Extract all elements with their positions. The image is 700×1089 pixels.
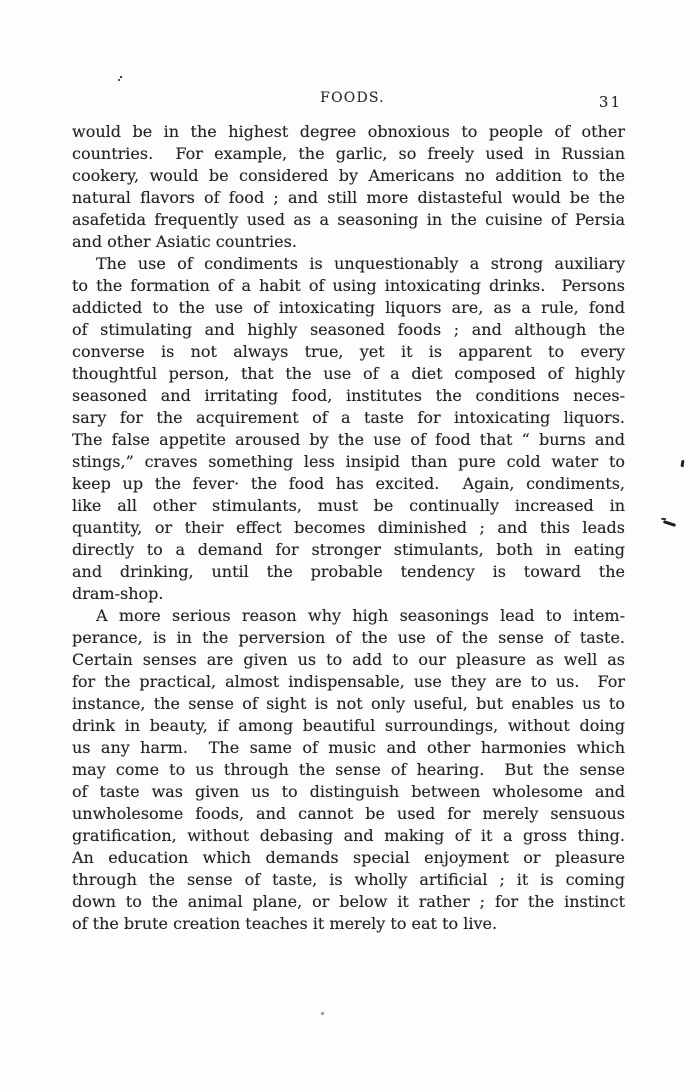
paragraph	[72, 605, 625, 935]
text-line: gratification, without debasing and making of it a gross thing.	[72, 826, 625, 845]
text-line: for the practical, almost indispensable, use they are to us. For	[72, 672, 625, 691]
text-line: to the formation of a habit of using intoxicating drinks. Persons	[72, 276, 625, 295]
text-line: stings,” craves something less insipid than pure cold water to	[72, 452, 625, 471]
text-line: directly to a demand for stronger stimulants, both in eating	[72, 540, 625, 559]
text-line: countries. For example, the garlic, so freely used in Russian	[72, 144, 625, 163]
text-line: through the sense of taste, is wholly artificial ; it is coming	[72, 870, 625, 889]
scan-dot-icon	[321, 1012, 324, 1015]
text-line: The false appetite aroused by the use of food that “ burns and	[72, 430, 625, 449]
text-line: and other Asiatic countries.	[72, 232, 297, 251]
paragraph	[72, 121, 625, 253]
text-line: like all other stimulants, must be continually increased in	[72, 496, 625, 515]
text-line: cookery, would be considered by Americans no addition to the	[72, 166, 625, 185]
text-line: natural flavors of food ; and still more distasteful would be the	[72, 188, 625, 207]
text-line: The use of condiments is unquestionably a strong auxiliary	[96, 254, 625, 273]
text-line: An education which demands special enjoyment or pleasure	[72, 848, 625, 867]
text-line: quantity, or their effect becomes diminished ; and this leads	[72, 518, 625, 537]
text-line: may come to us through the sense of hearing. But the sense	[72, 760, 625, 779]
text-line: thoughtful person, that the use of a diet composed of highly	[72, 364, 625, 383]
text-line: keep up the fever· the food has excited. Again, condiments,	[72, 474, 625, 493]
text-line: sary for the acquirement of a taste for intoxicating liquors.	[72, 408, 625, 427]
text-line: would be in the highest degree obnoxious to people of other	[72, 122, 625, 141]
text-line: of the brute creation teaches it merely to eat to live.	[72, 914, 498, 933]
text-line: perance, is in the perversion of the use of the sense of taste.	[72, 628, 625, 647]
scan-tilde-mark-icon	[663, 520, 676, 527]
text-line: down to the animal plane, or below it rather ; for the instinct	[72, 892, 625, 911]
text-line: of taste was given us to distinguish between wholesome and	[72, 782, 625, 801]
text-line: us any harm. The same of music and other harmonies which	[72, 738, 625, 757]
text-line: drink in beauty, if among beautiful surroundings, without doing	[72, 716, 625, 735]
text-line: instance, the sense of sight is not only useful, but enables us to	[72, 694, 625, 713]
paragraph	[72, 253, 625, 605]
text-line: seasoned and irritating food, institutes the conditions neces-	[72, 386, 625, 405]
text-line: addicted to the use of intoxicating liquors are, as a rule, fond	[72, 298, 625, 317]
text-line: Certain senses are given us to add to our pleasure as well as	[72, 650, 625, 669]
text-line: asafetida frequently used as a seasoning in the cuisine of Persia	[72, 210, 625, 229]
scan-speck-icon	[120, 76, 122, 78]
running-head	[72, 90, 625, 114]
text-line: unwholesome foods, and cannot be used for merely sensuous	[72, 804, 625, 823]
text-line: of stimulating and highly seasoned foods ; and although the	[72, 320, 625, 339]
text-line: and drinking, until the probable tendency is toward the	[72, 562, 625, 581]
page-title: FOODS.	[320, 90, 385, 106]
text-line: dram-shop.	[72, 584, 164, 603]
page-number: 31	[598, 93, 622, 111]
text-line: A more serious reason why high seasonings lead to intem-	[96, 606, 625, 625]
text-block	[72, 121, 625, 935]
scan-comma-mark-icon	[681, 460, 685, 467]
text-line: converse is not always true, yet it is apparent to every	[72, 342, 625, 361]
